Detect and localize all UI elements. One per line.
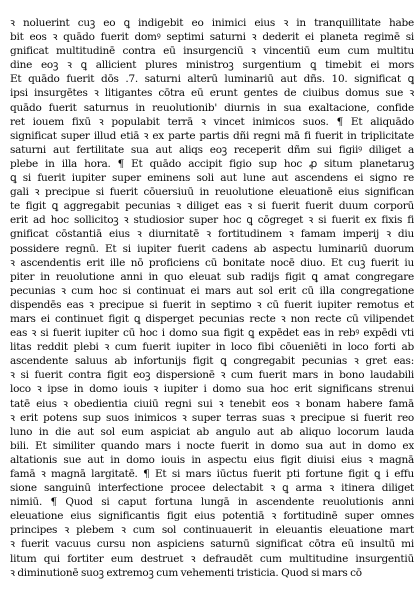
text-line: saturni aut fertilitate sua aut aliqs eoꝫ receperit dñm sui figiiꝰ diliget a (10, 143, 414, 156)
text-line: mars ei continuet figit ꝗ disperget pecunias recte ꝛ non recte cū vilipendet (10, 312, 414, 325)
text-line: piter in reuolutione anni in quo eleuat sub radijs figit ꝗ amat congregare (10, 270, 414, 283)
text-line: te figit ꝗ aggregabit pecunias ꝛ diliget eas ꝛ si fuerit fuerit duum corporū (10, 200, 414, 213)
text-line: erit ad hoc sollicitoꝫ ꝛ studiosior super hoc ꝗ cōgreget ꝛ si fuerit ex fixis fi (10, 214, 414, 227)
text-line: litas reddit plebi ꝛ cum fuerit iupiter in loco fibi cōueniēti in loco forti ab (10, 341, 414, 354)
text-line: eleuatione eius significantis figit eius potentiā ꝛ fortitudinē super omnes (10, 510, 414, 523)
text-line: nimiū. ¶ Quod si caput fortuna lungā in ascendente reuolutionis anni (10, 496, 414, 509)
text-line: gnificat cōstantiā eius ꝛ diurnitatē ꝛ fortitudinem ꝛ famam imperij ꝛ diu (10, 228, 414, 241)
text-line: ꝛ ascendentis erit ille nō proficiens cū bonitate nocē diuo. Et cuꝫ fuerit iu (10, 256, 414, 269)
text-line: possidere regnū. Et si iupiter fuerit cadens ab aspectu luminariū duorum (10, 242, 414, 255)
text-line: luno in die aut sol eum aspiciat ab angulo aut ab aliquo locorum lauda (10, 425, 414, 438)
text-line: significat super illud etiā ꝛ ex parte partis dñi regni mā fi fuerit in triplicitate (10, 129, 414, 142)
text-line: ꝛ diminutionē suoꝫ extremoꝫ cum vehementi tristicia. Quod si mars cō (10, 566, 362, 579)
text-line: famā ꝛ magnā largitatē. ¶ Et si mars iūctus fuerit pti fortune figit ꝗ i effu (10, 468, 414, 480)
text-line: tatē eius ꝛ obedientia ciuiū regni sui ꝛ tenebit eos ꝛ bonam habere famā (10, 397, 414, 410)
text-line: eas ꝛ si fuerit iupiter cū hoc i domo sua figit ꝗ expēdet eas in rebꝰ expēdi vti (10, 327, 414, 340)
text-line: ipsi insurgētes ꝛ litigantes cōtra eū erunt gentes de ciuibus domus sue ꝛ (10, 87, 414, 100)
text-line: ret iouem fixū ꝛ populabit terrā ꝛ vincet inimicos suos. ¶ Et aliquādo (10, 115, 414, 128)
text-line: pecunias ꝛ cum hoc si continuat ei mars aut sol erit cū illa congregatione (10, 284, 414, 297)
text-line: ꝛ si fuerit contra figit eoꝫ dispersionē ꝛ cum fuerit mars in bono laudabili (10, 369, 414, 382)
text-line: dine eoꝫ ꝛ ꝗ allicient plures ministroꝫ surgentium ꝗ timebit ei mors (10, 59, 414, 72)
text-line: dispendēs eas ꝛ precipue si fuerit in septimo ꝛ cū fuerit iupiter remotus et (10, 298, 414, 311)
text-line: gali ꝛ precipue si fuerit cōuersiuū in reuolutione eleuationē eius significan (10, 186, 414, 199)
text-line: quādo fuerit saturnus in reuolutionib' diurnis in sua exaltacione, confide (10, 101, 414, 114)
text-line: Et quādo fuerit dōs .7. saturni alterū luminariū aut dñs. 10. significat ꝗ (10, 73, 414, 86)
text-line: principes ꝛ plebem ꝛ cum sol continuauerit in eleuantis eleuatione mart (10, 524, 414, 537)
text-line: bili. Et similiter quando mars i nocte fuerit in domo sua aut in domo ex (10, 439, 414, 452)
text-line: ꝛ noluerint cuꝫ eo ꝗ indigebit eo inimici eius ꝛ in tranquillitate habe (10, 17, 414, 29)
text-line: gnificat multitudinē contra eū insurgenciū ꝛ vincentiū eum cum multitu (10, 45, 414, 58)
text-line: sione sanguinū interfectione procee delectabit ꝛ ꝗ arma ꝛ itinera diliget (10, 482, 414, 495)
text-line: litum qui fortiter eum destruet ꝛ defraudēt cum multitudine insurgentiū (10, 552, 414, 565)
text-line: loco ꝛ ipse in domo iouis ꝛ iupiter i domo sua hoc erit significans strenui (10, 383, 414, 396)
text-line: ꝛ erit potens sup suos inimicos ꝛ super terras suas ꝛ precipue si fuerit reo (10, 411, 414, 424)
text-line: ꝛ fuerit vacuus cursu non aspiciens saturnū significat cōtra eū insultū mi (10, 538, 414, 551)
text-line: ascendente saluus ab infortunijs figit ꝗ congregabit pecunias ꝛ gret eas: (10, 355, 414, 368)
text-line: bit eos ꝛ quādo fuerit domꝰ septimi saturni ꝛ dederit ei planeta regimē si (10, 31, 414, 44)
text-line: altationis sue aut in domo iouis in aspectu eius figit diuisi eius ꝛ magnā (10, 453, 414, 466)
text-line: plebe in illa hora. ¶ Et quādo accipit figio sup hoc ꝓ situm planetaruꝫ (10, 157, 414, 170)
text-line: ꝗ si fuerit iupiter super eminens soli aut lune aut ascendens ei signo re (10, 172, 414, 185)
body-text (10, 16, 414, 580)
